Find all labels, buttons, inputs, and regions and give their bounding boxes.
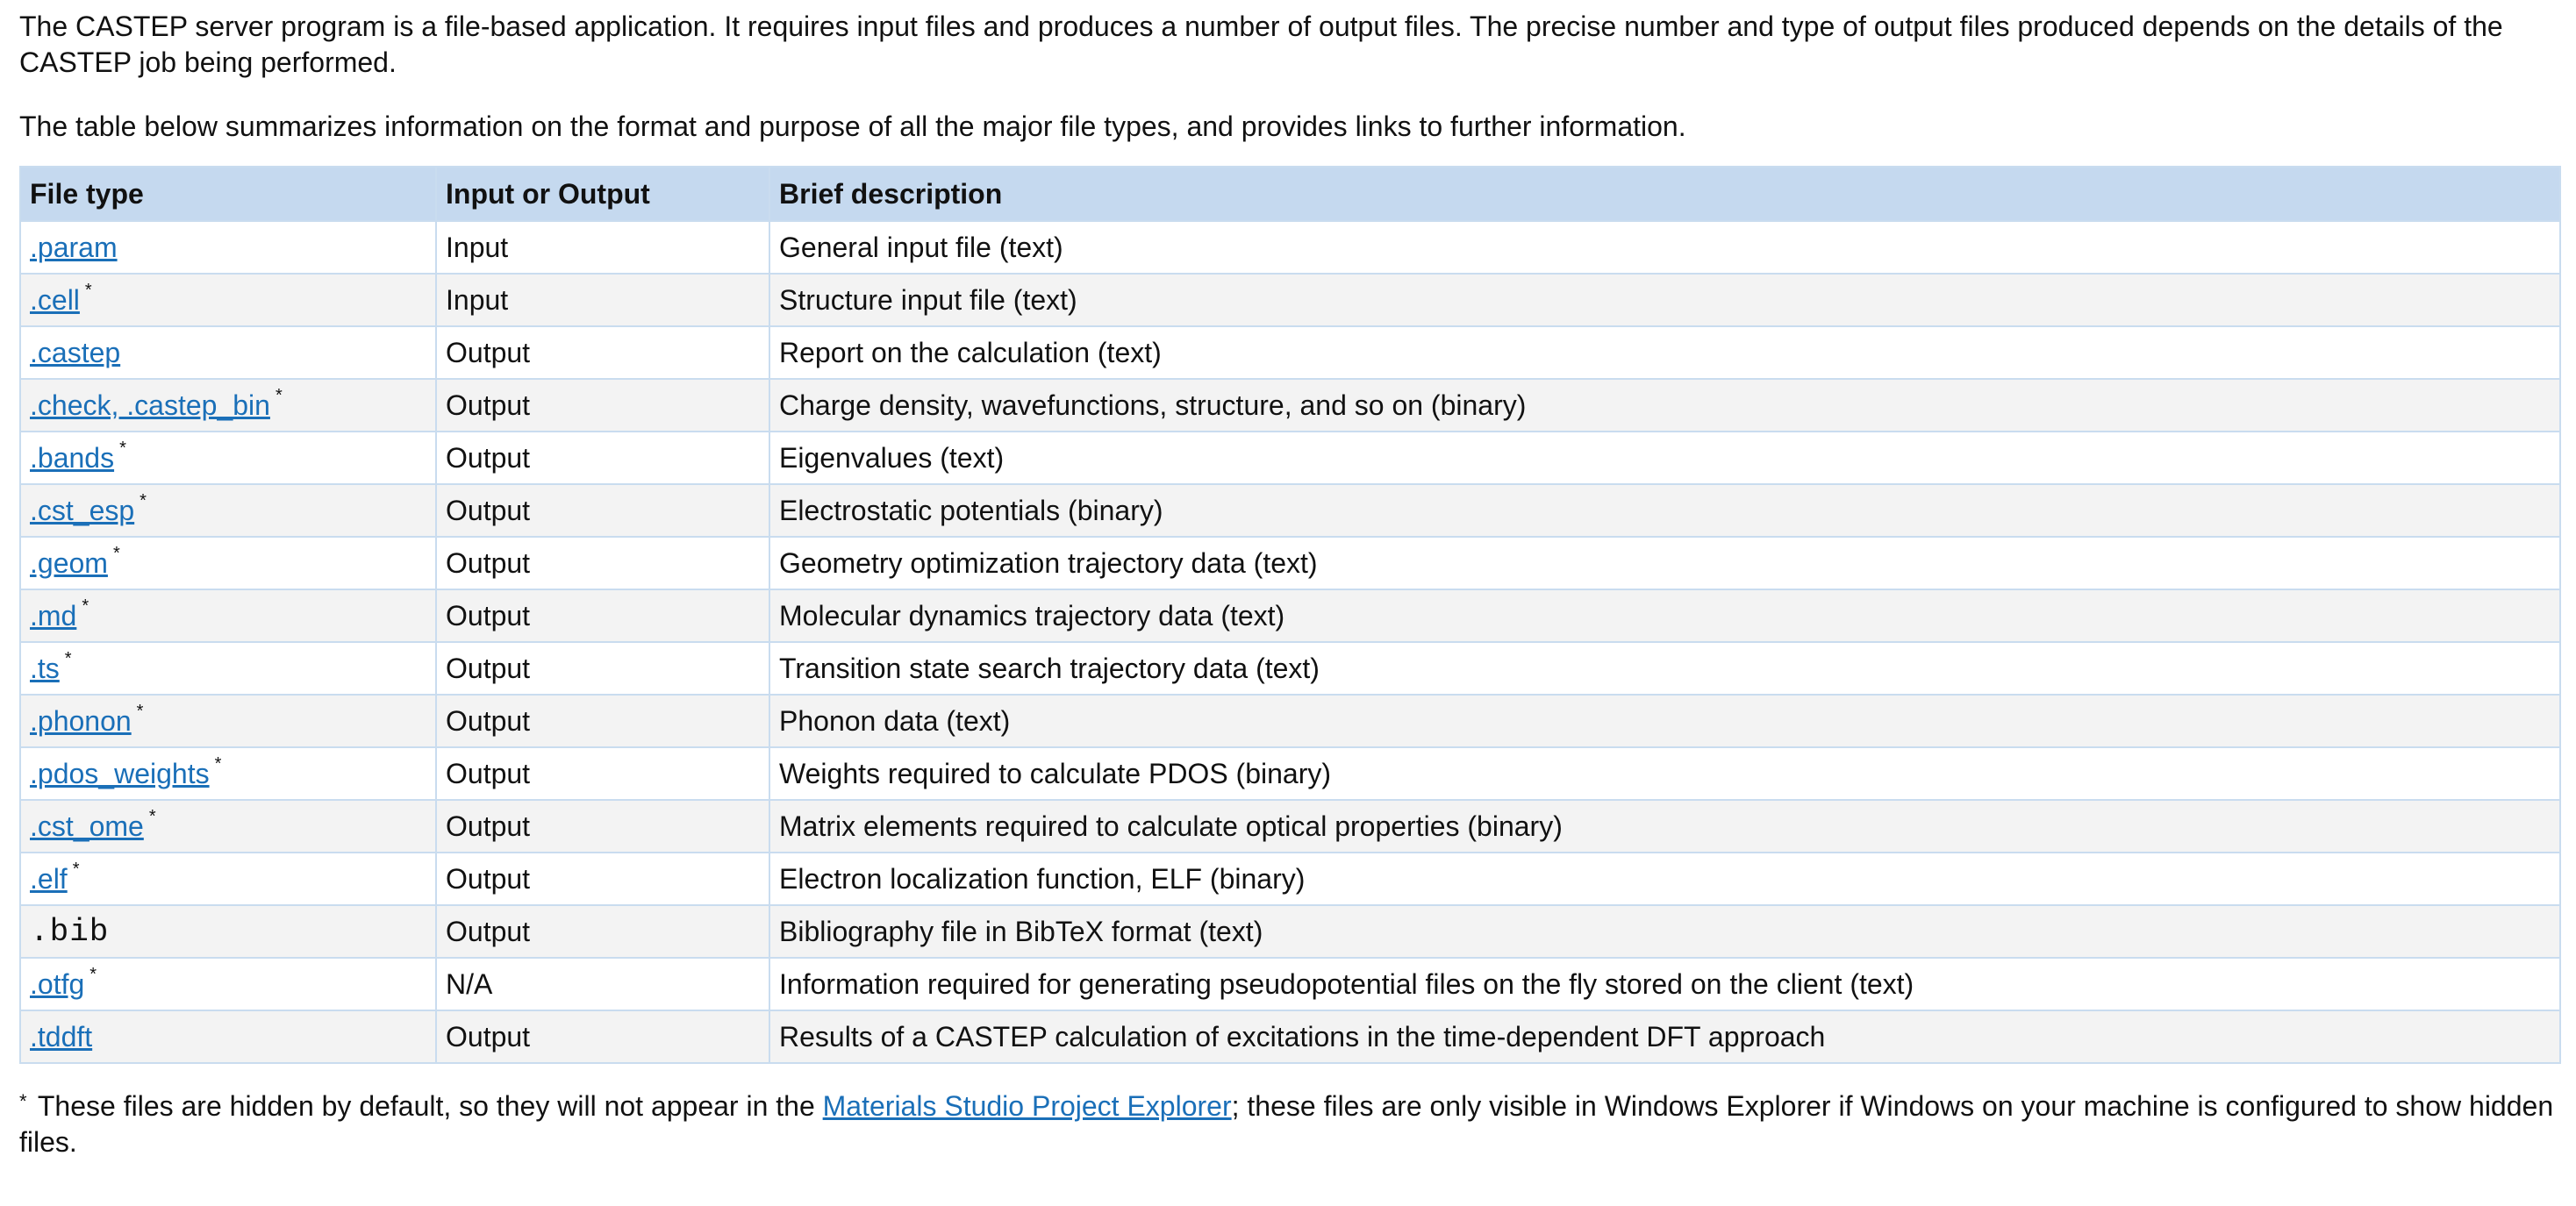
description-cell: Structure input file (text) <box>769 274 2560 326</box>
file-type-link[interactable]: .cell <box>30 283 80 316</box>
project-explorer-link[interactable]: Materials Studio Project Explorer <box>822 1090 1232 1122</box>
file-type-link[interactable]: .tddft <box>30 1020 93 1053</box>
file-type-cell <box>20 642 436 695</box>
table-row <box>20 642 2560 695</box>
description-cell: Electron localization function, ELF (binary) <box>769 853 2560 905</box>
table-row <box>20 958 2560 1010</box>
table-row <box>20 905 2560 958</box>
io-cell: Output <box>436 537 769 589</box>
hidden-file-marker: * <box>148 806 156 826</box>
table-row <box>20 747 2560 800</box>
table-row <box>20 537 2560 589</box>
hidden-file-marker: * <box>112 543 120 563</box>
description-cell: Charge density, wavefunctions, structure, and so on (binary) <box>769 379 2560 432</box>
file-type-cell <box>20 432 436 484</box>
hidden-file-marker: * <box>140 490 147 510</box>
file-type-cell <box>20 905 436 958</box>
table-row <box>20 1010 2560 1063</box>
file-type-link[interactable]: .geom <box>30 546 108 579</box>
description-cell: Electrostatic potentials (binary) <box>769 484 2560 537</box>
table-row <box>20 274 2560 326</box>
file-type-cell <box>20 484 436 537</box>
table-row <box>20 853 2560 905</box>
footnote-text-before: These files are hidden by default, so they will not appear in the <box>30 1090 823 1122</box>
file-type-link[interactable]: .md <box>30 599 77 632</box>
io-cell: Output <box>436 379 769 432</box>
footnote <box>19 1088 2564 1160</box>
description-cell: Molecular dynamics trajectory data (text) <box>769 589 2560 642</box>
file-type-cell <box>20 379 436 432</box>
file-type-cell <box>20 1010 436 1063</box>
description-cell: Transition state search trajectory data (text) <box>769 642 2560 695</box>
io-cell: Output <box>436 695 769 747</box>
description-cell: Results of a CASTEP calculation of excitations in the time-dependent DFT approach <box>769 1010 2560 1063</box>
file-type-cell <box>20 695 436 747</box>
io-cell: Output <box>436 853 769 905</box>
io-cell: N/A <box>436 958 769 1010</box>
description-cell: Report on the calculation (text) <box>769 326 2560 379</box>
file-type-cell <box>20 853 436 905</box>
table-row <box>20 379 2560 432</box>
io-cell: Output <box>436 484 769 537</box>
io-cell: Output <box>436 800 769 853</box>
file-type-link[interactable]: .elf <box>30 862 68 895</box>
file-type-cell <box>20 221 436 274</box>
table-row <box>20 800 2560 853</box>
io-cell: Output <box>436 589 769 642</box>
file-type-cell <box>20 537 436 589</box>
hidden-file-marker: * <box>64 648 72 668</box>
io-cell: Input <box>436 221 769 274</box>
file-type-code: .bib <box>30 913 110 950</box>
description-cell: Matrix elements required to calculate optical properties (binary) <box>769 800 2560 853</box>
footnote-marker: * <box>19 1090 27 1112</box>
file-types-table <box>19 166 2561 1064</box>
footnote-text-after: ; these files are only visible in Windows Explorer if Windows on your machine is configured to show hidden files. <box>19 1090 2554 1158</box>
io-cell: Output <box>436 1010 769 1063</box>
file-type-cell <box>20 958 436 1010</box>
file-type-cell <box>20 747 436 800</box>
header-input-or-output: Input or Output <box>436 167 769 221</box>
header-file-type: File type <box>20 167 436 221</box>
file-type-cell <box>20 800 436 853</box>
file-type-link[interactable]: .param <box>30 231 118 263</box>
header-brief-description: Brief description <box>769 167 2560 221</box>
io-cell: Output <box>436 905 769 958</box>
table-row <box>20 589 2560 642</box>
description-cell: Information required for generating pseudopotential files on the fly stored on the client (text) <box>769 958 2560 1010</box>
file-type-link[interactable]: .otfg <box>30 967 85 1000</box>
table-row <box>20 484 2560 537</box>
file-type-link[interactable]: .check, .castep_bin <box>30 389 270 421</box>
file-type-cell <box>20 274 436 326</box>
hidden-file-marker: * <box>136 701 144 721</box>
io-cell: Output <box>436 326 769 379</box>
help-page <box>19 9 2564 1160</box>
description-cell: Eigenvalues (text) <box>769 432 2560 484</box>
file-type-link[interactable]: .bands <box>30 441 115 474</box>
hidden-file-marker: * <box>119 438 126 458</box>
file-type-link[interactable]: .ts <box>30 652 60 684</box>
description-cell: Weights required to calculate PDOS (binary) <box>769 747 2560 800</box>
file-type-cell <box>20 589 436 642</box>
table-row <box>20 221 2560 274</box>
file-type-link[interactable]: .pdos_weights <box>30 757 210 789</box>
table-header-row <box>20 167 2560 221</box>
io-cell: Input <box>436 274 769 326</box>
description-cell: General input file (text) <box>769 221 2560 274</box>
hidden-file-marker: * <box>84 280 92 300</box>
description-cell: Phonon data (text) <box>769 695 2560 747</box>
description-cell: Geometry optimization trajectory data (text) <box>769 537 2560 589</box>
description-cell: Bibliography file in BibTeX format (text) <box>769 905 2560 958</box>
file-type-link[interactable]: .cst_ome <box>30 810 144 842</box>
hidden-file-marker: * <box>89 964 97 984</box>
hidden-file-marker: * <box>214 753 222 774</box>
file-type-link[interactable]: .castep <box>30 336 121 368</box>
file-type-link[interactable]: .phonon <box>30 704 132 737</box>
io-cell: Output <box>436 747 769 800</box>
hidden-file-marker: * <box>82 596 89 616</box>
file-type-link[interactable]: .cst_esp <box>30 494 135 526</box>
table-row <box>20 326 2560 379</box>
table-row <box>20 695 2560 747</box>
io-cell: Output <box>436 642 769 695</box>
table-row <box>20 432 2560 484</box>
intro-paragraph-2: The table below summarizes information on the format and purpose of all the major file types, and provides links to further information. <box>19 111 1686 142</box>
hidden-file-marker: * <box>72 859 80 879</box>
hidden-file-marker: * <box>275 385 283 405</box>
io-cell: Output <box>436 432 769 484</box>
intro-paragraph-1: The CASTEP server program is a file-based application. It requires input files and produces a number of output files. The precise number and type of output files produced depends on the details of the CASTEP job being performed. <box>19 11 2503 78</box>
file-type-cell <box>20 326 436 379</box>
